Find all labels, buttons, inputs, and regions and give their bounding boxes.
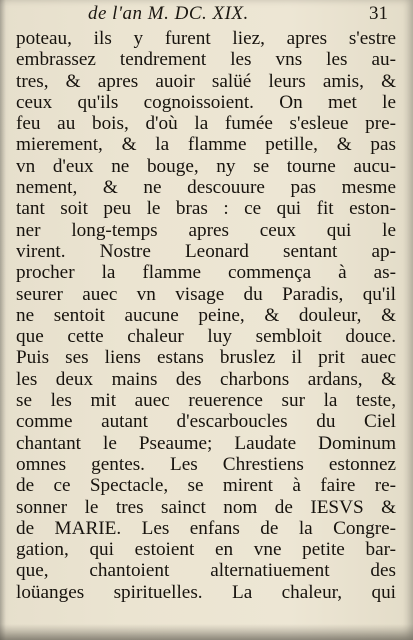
text-line: tres, & apres auoir salüé leurs amis, & <box>16 70 396 92</box>
text-line: mierement, & la flamme petille, & pas <box>16 134 396 156</box>
text-line: nement, & ne descouure pas mesme <box>16 177 396 199</box>
text-line: gation, qui estoient en vne petite bar- <box>16 539 396 561</box>
spine-shadow <box>0 0 6 640</box>
text-line: Puis ses liens estans bruslez il prit auec <box>16 347 396 369</box>
text-line: virent. Nostre Leonard sentant ap- <box>16 240 396 262</box>
text-line: seurer auec vn visage du Paradis, qu'il <box>16 283 396 305</box>
text-line: ner long-temps apres ceux qui le <box>16 219 396 241</box>
text-line: procher la flamme commença à as- <box>16 262 396 284</box>
text-line: de MARIE. Les enfans de la Congre- <box>16 517 396 539</box>
text-line: que, chantoient alternatiuement des <box>16 560 396 582</box>
page-header <box>88 3 388 25</box>
text-line: sonner le tres sainct nom de IESVS & <box>16 496 396 518</box>
text-line: vn d'eux ne bouge, ny se tourne aucu- <box>16 155 396 177</box>
text-line: omnes gentes. Les Chrestiens estonnez <box>16 453 396 475</box>
body-text <box>16 28 396 603</box>
text-line: les deux mains des charbons ardans, & <box>16 368 396 390</box>
text-line: de ce Spectacle, se mirent à faire re- <box>16 475 396 497</box>
text-line: ceux qu'ils cognoissoient. On met le <box>16 91 396 113</box>
text-line: tant soit peu le bras : ce qui fit eston- <box>16 198 396 220</box>
text-line: comme autant d'escarboucles du Ciel <box>16 411 396 433</box>
text-line: embrassez tendrement les vns les au- <box>16 49 396 71</box>
text-line: feu au bois, d'où la fumée s'esleue pre- <box>16 113 396 135</box>
text-line: chantant le Pseaume; Laudate Dominum <box>16 432 396 454</box>
text-line: loüanges spirituelles. La chaleur, qui <box>16 581 396 603</box>
text-line: se les mit auec reuerence sur la teste, <box>16 390 396 412</box>
text-line: que cette chaleur luy sembloit douce. <box>16 326 396 348</box>
text-line: ne sentoit aucune peine, & douleur, & <box>16 304 396 326</box>
page-bottom-shadow <box>0 624 413 640</box>
page-number: 31 <box>369 3 388 24</box>
text-line: poteau, ils y furent liez, apres s'estre <box>16 28 396 49</box>
running-head: de l'an M. DC. XIX. <box>88 3 249 24</box>
